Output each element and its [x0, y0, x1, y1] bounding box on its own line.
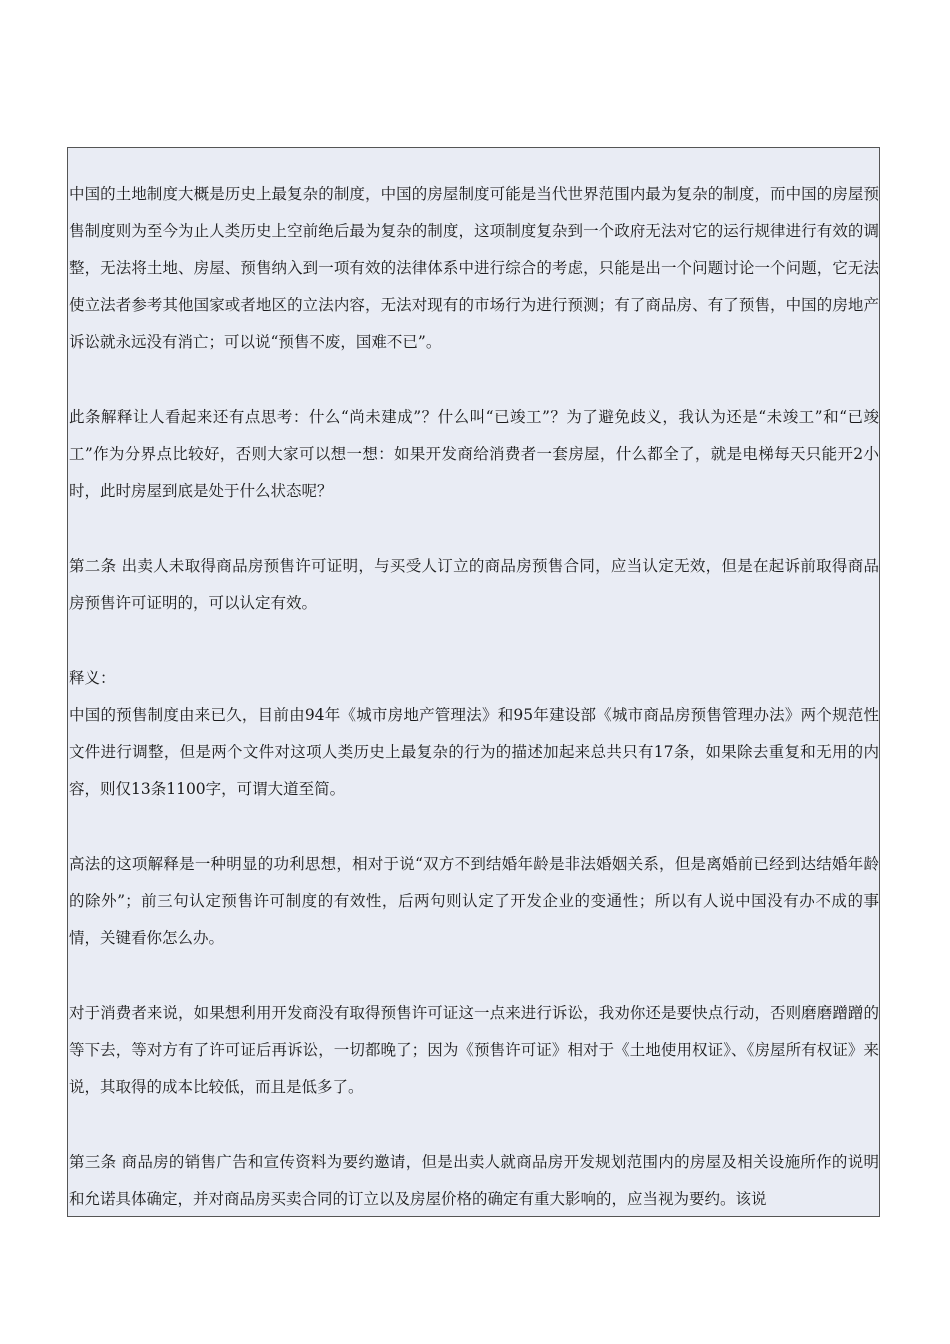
document-body	[68, 148, 879, 1217]
paragraph-completion-definition: 此条解释让人看起来还有点思考：什么“尚未建成”？什么叫“已竣工”？为了避免歧义，我认为还是“未竣工”和“已竣工”作为分界点比较好，否则大家可以想一想：如果开发商给消费者一套房屋，什么都全了，就是电梯每天只能开2小时，此时房屋到底是处于什么状态呢？	[69, 408, 879, 500]
paragraph-presale-history: 中国的预售制度由来已久，目前由94年《城市房地产管理法》和95年建设部《城市商品房预售管理办法》两个规范性文件进行调整，但是两个文件对这项人类历史上最复杂的行为的描述加起来总共只有17条，如果除去重复和无用的内容，则仅13条1100字，可谓大道至简。	[69, 706, 879, 798]
paragraph-land-system: 中国的土地制度大概是历史上最复杂的制度，中国的房屋制度可能是当代世界范围内最为复杂的制度，而中国的房屋预售制度则为至今为止人类历史上空前绝后最为复杂的制度，这项制度复杂到一个政府无法对它的运行规律进行有效的调整，无法将土地、房屋、预售纳入到一项有效的法律体系中进行综合的考虑，只能是出一个问题讨论一个问题，它无法使立法者参考其他国家或者地区的立法内容，无法对现有的市场行为进行预测；有了商品房、有了预售，中国的房地产诉讼就永远没有消亡；可以说“预售不废，国难不已”。	[69, 185, 879, 351]
paragraph-consumer-advice: 对于消费者来说，如果想利用开发商没有取得预售许可证这一点来进行诉讼，我劝你还是要快点行动，否则磨磨蹭蹭的等下去，等对方有了许可证后再诉讼，一切都晚了；因为《预售许可证》相对于《土地使用权证》、《房屋所有权证》来说，其取得的成本比较低，而且是低多了。	[69, 1004, 879, 1096]
document-frame	[67, 147, 880, 1217]
paragraph-article-3: 第三条 商品房的销售广告和宣传资料为要约邀请，但是出卖人就商品房开发规划范围内的房屋及相关设施所作的说明和允诺具体确定，并对商品房买卖合同的订立以及房屋价格的确定有重大影响的，应当视为要约。该说	[69, 1153, 879, 1208]
paragraph-interpretation-heading: 释义：	[69, 669, 116, 687]
paragraph-utilitarian-view: 高法的这项解释是一种明显的功利思想，相对于说“双方不到结婚年龄是非法婚姻关系，但是离婚前已经到达结婚年龄的除外”；前三句认定预售许可制度的有效性，后两句则认定了开发企业的变通性；所以有人说中国没有办不成的事情，关键看你怎么办。	[69, 855, 879, 947]
paragraph-article-2: 第二条 出卖人未取得商品房预售许可证明，与买受人订立的商品房预售合同，应当认定无效，但是在起诉前取得商品房预售许可证明的，可以认定有效。	[69, 557, 879, 612]
